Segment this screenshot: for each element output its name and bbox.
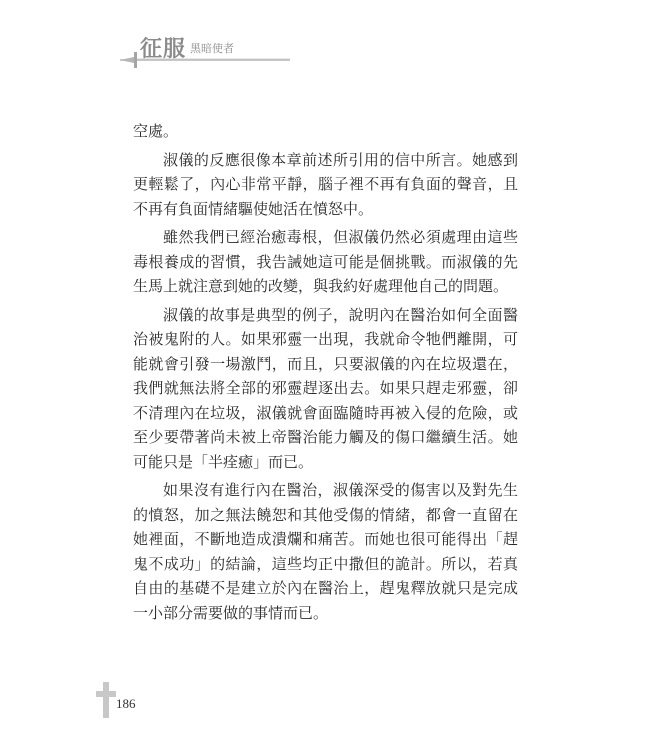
cross-icon [95,680,117,720]
paragraph-2: 淑儀的反應很像本章前述所引用的信中所言。她感到更輕鬆了，內心非常平靜，腦子裡不再有負面的聲音，且不再有負面情緒驅使她活在憤怒中。 [133,150,518,218]
paragraph-1: 空處。 [133,122,179,140]
header-subtitle: 黑暗使者 [190,42,234,55]
running-header [120,30,300,74]
paragraph-4: 淑儀的故事是典型的例子，說明內在醫治如何全面醫治被鬼附的人。如果邪靈一出現，我就命令牠們離開，可能就會引發一場激鬥，而且，只要淑儀的內在垃圾還在，我們就無法將全部的邪靈趕逐出去。如果只趕走邪靈，卻不清理內在垃圾，淑儀就會面臨隨時再被入侵的危險，或至少要帶著尚未被上帝醫治能力觸及的傷口繼續生活。她可能只是「半痊癒」而已。 [133,305,518,471]
page-number: 186 [116,696,136,711]
header-title: 征服 [140,37,187,62]
paragraph-3: 雖然我們已經治癒毒根，但淑儀仍然必須處理由這些毒根養成的習慣，我告誡她這可能是個挑戰。而淑儀的先生馬上就注意到她的改變，與我約好處理他自己的問題。 [133,228,518,295]
page-body [133,119,518,625]
paragraph-5: 如果沒有進行內在醫治，淑儀深受的傷害以及對先生的憤怒，加之無法饒恕和其他受傷的情緒，都會一直留在她裡面，不斷地造成潰爛和痛苦。而她也很可能得出「趕鬼不成功」的結論，這些均正中撒但的詭計。所以，若真自由的基礎不是建立於內在醫治上，趕鬼釋放就只是完成一小部分需要做的事情而已。 [133,481,518,622]
page-footer [95,680,215,720]
